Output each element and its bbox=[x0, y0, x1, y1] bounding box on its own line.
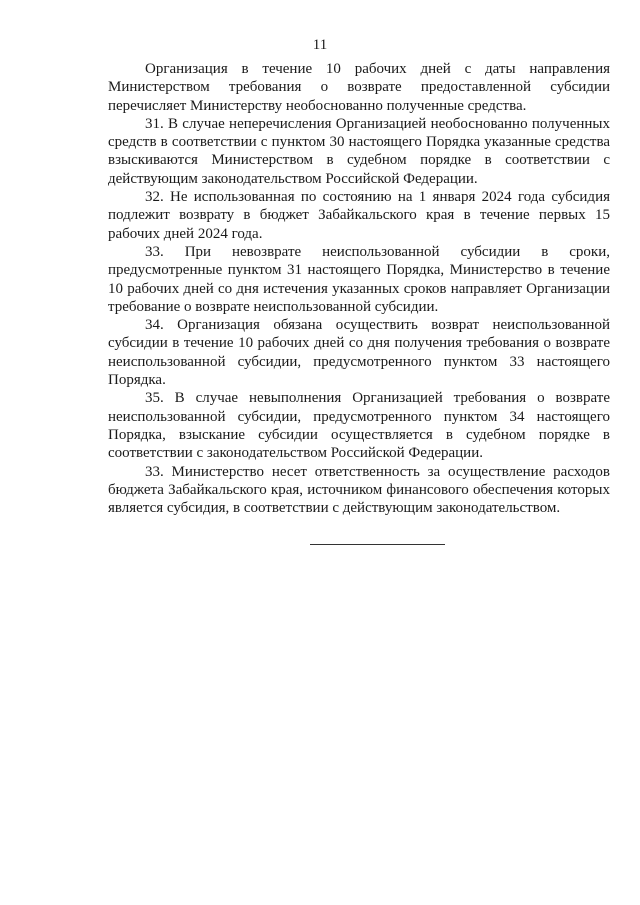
paragraph-31: 31. В случае неперечисления Организацией необоснованно полученных средств в соответствии с пунктом 30 настоящего Порядка указанные средства взыскиваются Министерством в судебном порядке в соответствии с действующим законодательством Российской Федерации. bbox=[108, 115, 610, 187]
end-divider bbox=[310, 544, 445, 545]
document-body bbox=[108, 60, 610, 517]
paragraph-30-continuation: Организация в течение 10 рабочих дней с даты направления Министерством требования о возврате предоставленной субсидии перечисляет Министерству необоснованно полученные средства. bbox=[108, 61, 610, 114]
paragraph-33-responsibility: 33. Министерство несет ответственность за осуществление расходов бюджета Забайкальского края, источником финансового обеспечения которых является субсидия, в соответствии с действующим законодательством. bbox=[108, 463, 610, 517]
paragraph-32: 32. Не использованная по состоянию на 1 января 2024 года субсидия подлежит возврату в бюджет Забайкальского края в течение первых 15 рабочих дней 2024 года. bbox=[108, 189, 610, 242]
paragraph-35: 35. В случае невыполнения Организацией требования о возврате неиспользованной субсидии, предусмотренного пунктом 34 настоящего Порядка, взыскание субсидии осуществляется в судебном порядке в соответствии с законодательством Российской Федерации. bbox=[108, 390, 610, 462]
paragraph-33: 33. При невозврате неиспользованной субсидии в сроки, предусмотренные пунктом 31 настоящего Порядка, Министерство в течение 10 рабочих дней со дня истечения указанных сроков направляет Организации требование о возврате неиспользованной субсидии. bbox=[108, 243, 610, 315]
paragraph-34: 34. Организация обязана осуществить возврат неиспользованной субсидии в течение 10 рабочих дней со дня получения требования о возврате неиспользованной субсидии, предусмотренного пунктом 33 настоящего Порядка. bbox=[108, 317, 610, 389]
page-number: 11 bbox=[312, 37, 328, 53]
